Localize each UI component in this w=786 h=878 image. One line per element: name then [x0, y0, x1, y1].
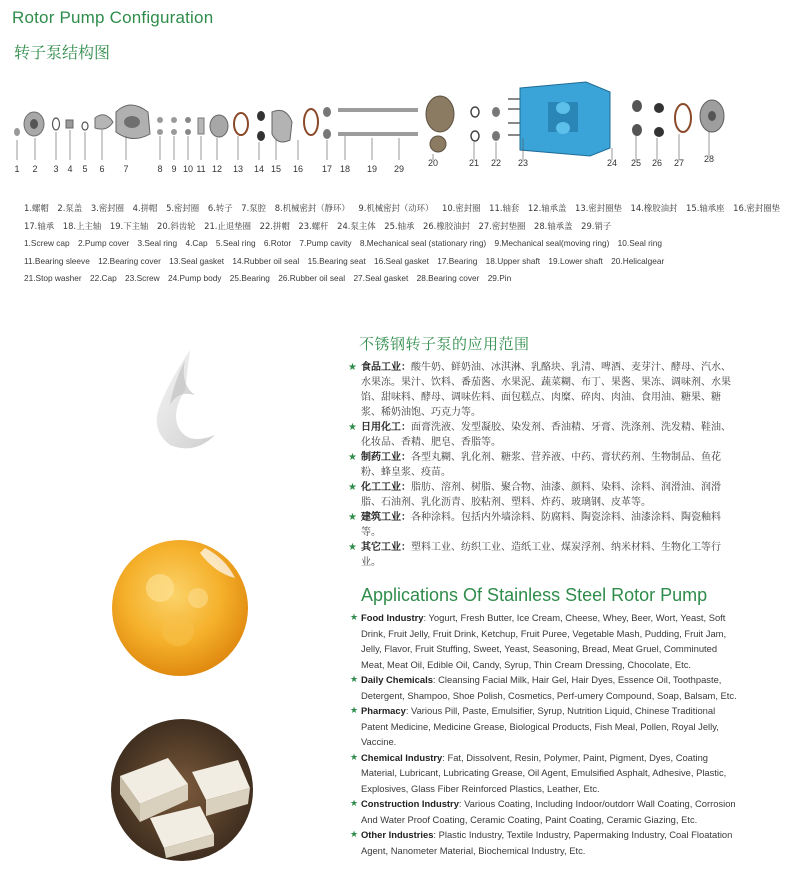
cn-app-label: 建筑工业： [361, 512, 411, 523]
part-number: 7 [123, 164, 129, 174]
part-number: 24 [606, 158, 618, 168]
en-app-label: Other Industries [361, 829, 434, 840]
legend-entry: 2.Pump cover [77, 238, 130, 248]
cn-applications-title: 不锈钢转子泵的应用范围 [359, 335, 530, 353]
legend-row-en-1 [24, 235, 740, 253]
cn-app-text: 酸牛奶、鲜奶油、冰淇淋、乳酪块、乳清、啤酒、麦芽汁、酵母、汽水、水果冻。果汁、饮料、番茄酱、水果泥、蔬菜糊、布丁、果酱、果冻、调味剂、水果馅、甜味料、酵母、调味佐料、面包糕点、肉糜、碎肉、肉油、食用油、糖果、糖浆、稀奶油饱、巧克力等。 [361, 362, 731, 418]
part-number: 26 [651, 158, 663, 168]
legend-entry: 24.Pump body [167, 273, 222, 283]
legend-entry: 7.Pump cavity [299, 238, 352, 248]
cn-app-text: 各种涂料。包括内外墙涂料、防腐料、陶瓷涂料、油漆涂料、陶瓷釉料等。 [361, 512, 721, 538]
legend-entry: 4.Cap [185, 238, 208, 248]
legend-entry: 26.Rubber oil seal [278, 273, 346, 283]
en-app-label: Pharmacy [361, 705, 406, 716]
cn-app-item [347, 420, 739, 450]
legend-entry: 7.泵腔 [241, 203, 267, 213]
legend-entry: 18.上主轴 [62, 220, 102, 231]
cn-app-text: 各型丸糊、乳化剂、糖浆、营养液、中药、膏状药剂、生物制品、鱼花粉、蜂皇浆、疫苗。 [361, 452, 721, 478]
star-icon: ★ [348, 362, 357, 373]
cn-app-label: 日用化工： [361, 422, 411, 433]
legend-entry: 27.Seal gasket [353, 273, 409, 283]
legend-entry: 17.Bearing [437, 255, 478, 266]
legend-entry: 29.Pin [487, 273, 512, 283]
en-app-label: Daily Chemicals [361, 674, 433, 685]
star-icon: ★ [348, 422, 357, 433]
en-app-text: : Yogurt, Fresh Butter, Ice Cream, Cheese, Whey, Beer, Wort, Yeast, Soft Drink, Fruit Jelly, Fruit Drink, Ketchup, Fruit Puree, Vegetable Mash, Pudding, Fruit Jam, Jelly, Flavor, Fruit Stuffing, Sweet, Yeast, Seasoning, Bread, Meat Gruel, Comminuted Meat, Meat Oil, Edible Oil, Candy, Syrup, Thin Cream Dressing, Chocolate, Etc. [361, 612, 727, 670]
part-number: 14 [253, 164, 265, 174]
en-app-text: : Various Pill, Paste, Emulsifier, Syrup, Nutrition Liquid, Chinese Traditional Patent Medicine, Medicine Grease, Biological Products, Fish Meal, Pollen, Royal Jelly, Vaccine. [361, 705, 719, 747]
star-icon: ★ [350, 798, 359, 808]
legend-entry: 3.密封圈 [90, 203, 124, 213]
cn-app-text: 面膏洗液、发型凝胶、染发剂、香油精、牙膏、洗涤剂、洗发精、鞋油、化妆品、香精、肥皂、香脂等。 [361, 422, 731, 448]
en-app-text: : Cleansing Facial Milk, Hair Gel, Hair Dyes, Essence Oil, Toothpaste, Detergent, Shampoo, Shoe Polish, Cosmetics, Perf-umery Compound, Soap, Balsam, Etc. [361, 674, 737, 701]
star-icon: ★ [350, 612, 359, 622]
part-number: 6 [99, 164, 105, 174]
legend-entry: 25.Bearing [229, 273, 270, 283]
cn-applications [347, 333, 739, 570]
part-number: 29 [393, 164, 405, 174]
en-app-item [347, 827, 739, 858]
legend-entry: 19.下主轴 [109, 220, 149, 231]
part-number: 23 [517, 158, 529, 168]
part-number: 4 [67, 164, 73, 174]
legend-entry: 2.泵盖 [57, 203, 83, 213]
en-app-item [347, 610, 739, 672]
legend-entry: 13.Seal gasket [169, 255, 225, 266]
en-app-text: : Fat, Dissolvent, Resin, Polymer, Paint, Pigment, Dyes, Coating Material, Lubricant, Lubricating Grease, Oil Agent, Emulsified Asphalt, Adhesive, Plastic, Explosives, Glass Fiber Reinforced Plastics, Leather, Etc. [361, 751, 727, 794]
legend-entry: 6.Rotor [263, 238, 292, 248]
legend-entry: 22.拼帽 [259, 220, 290, 231]
legend-entry: 11.轴套 [489, 203, 520, 213]
cn-app-label: 食品工业： [361, 362, 411, 373]
legend-entry: 17.轴承 [24, 220, 55, 231]
part-number: 21 [468, 158, 480, 168]
cn-app-label: 制药工业： [361, 452, 411, 463]
legend-entry: 23.Screw [125, 273, 160, 283]
star-icon: ★ [350, 674, 359, 684]
legend-entry: 1.Screw cap [24, 238, 70, 248]
part-number: 8 [157, 164, 163, 174]
legend-entry: 10.Seal ring [617, 238, 662, 248]
cn-app-item [347, 510, 739, 540]
legend-entry: 26.橡胶油封 [423, 220, 470, 231]
legend-entry: 16.密封圈垫 [733, 203, 780, 213]
en-app-text: : Various Coating, Including Indoor/outdorr Wall Coating, Corrosion And Water Proof Coating, Ceramic Coating, Paint Coating, Ceramic Giazing, Etc. [361, 798, 736, 825]
cn-app-item [347, 450, 739, 480]
part-number: 20 [427, 158, 439, 168]
legend-entry: 9.Mechanical seal(moving ring) [494, 238, 610, 248]
legend-entry: 15.轴承座 [686, 203, 725, 213]
part-number: 2 [32, 164, 38, 174]
star-icon: ★ [348, 542, 357, 553]
en-app-label: Food Industry [361, 612, 424, 623]
legend-entry: 19.Lower shaft [548, 255, 603, 266]
legend-entry: 21.止退垫圈 [204, 220, 251, 231]
star-icon: ★ [348, 482, 357, 493]
cn-app-label: 化工工业： [361, 482, 411, 493]
legend-entry: 15.Bearing seat [307, 255, 366, 266]
legend-entry: 13.密封圈垫 [575, 203, 622, 213]
legend-entry: 6.转子 [207, 203, 233, 213]
legend-entry: 12.Bearing cover [98, 255, 161, 266]
cn-app-text: 脂肪、溶剂、树脂、聚合物、油漆、颜料、染料、涂料、润滑油、润滑脂、石油剂、乳化沥青、胶粘剂、塑料、炸药、玻璃钢、皮革等。 [361, 482, 721, 508]
legend-entry: 27.密封垫圈 [478, 220, 526, 231]
en-app-text: : Plastic Industry, Textile Industry, Papermaking Industry, Coal Floatation Agent, Nanometer Material, Biochemical Industry, Etc. [361, 829, 733, 856]
legend-entry: 5.密封圈 [166, 203, 200, 213]
part-number: 10 [182, 164, 194, 174]
legend-row-cn-1 [24, 200, 780, 218]
legend-entry: 21.Stop washer [24, 273, 82, 283]
part-number: 1 [14, 164, 20, 174]
part-number: 3 [53, 164, 59, 174]
en-app-item [347, 796, 739, 827]
cn-app-item [347, 360, 739, 420]
star-icon: ★ [350, 751, 359, 762]
part-number: 27 [673, 158, 685, 168]
part-number: 25 [630, 158, 642, 168]
en-applications-title: Applications Of Stainless Steel Rotor Pump [361, 585, 708, 605]
en-app-item [347, 672, 739, 703]
part-number: 19 [366, 164, 378, 174]
title-cn: 转子泵结构图 [14, 43, 111, 62]
part-number: 22 [490, 158, 502, 168]
en-applications [347, 585, 739, 858]
part-number: 17 [321, 164, 333, 174]
legend-entry: 24.泵主体 [337, 220, 376, 231]
cn-app-label: 其它工业： [361, 542, 411, 553]
legend-entry: 23.螺杆 [298, 220, 329, 231]
orange-puree-image [110, 538, 250, 678]
legend-entry: 18.Upper shaft [485, 255, 541, 266]
milk-tofu-image [110, 718, 255, 863]
legend-entry: 9.机械密封（动环） [358, 203, 434, 213]
legend-row-en-3 [24, 270, 740, 288]
part-illustrations [14, 82, 724, 156]
star-icon: ★ [350, 829, 359, 839]
exploded-parts-diagram [0, 78, 745, 198]
legend-entry: 20.斜齿轮 [157, 220, 196, 231]
legend-entry: 12.轴承盖 [527, 203, 567, 213]
legend-entry: 5.Seal ring [215, 238, 256, 248]
legend-entry: 16.Seal gasket [374, 255, 429, 266]
cn-app-item [347, 480, 739, 510]
legend-entry: 22.Cap [89, 273, 117, 283]
part-number: 16 [292, 164, 304, 174]
legend-entry: 29.销子 [581, 220, 612, 231]
star-icon: ★ [350, 705, 359, 715]
legend-entry: 28.轴承盖 [534, 220, 573, 231]
part-number: 5 [82, 164, 88, 174]
star-icon: ★ [348, 452, 357, 463]
part-number: 15 [270, 164, 282, 174]
legend-entry: 28.Bearing cover [416, 273, 480, 283]
legend-entry: 14.Rubber oil seal [232, 255, 300, 266]
en-app-item [347, 750, 739, 797]
legend-entry: 10.密封圈 [442, 203, 481, 213]
legend-row-cn-2 [24, 218, 740, 236]
legend-row-en-2 [24, 253, 740, 271]
part-number: 28 [703, 154, 715, 164]
legend-entry: 4.拼帽 [132, 203, 158, 213]
legend-entry: 20.Helicalgear [611, 255, 665, 266]
title-en: Rotor Pump Configuration [12, 8, 214, 27]
legend-entry: 14.橡胶油封 [630, 203, 678, 213]
part-number: 11 [196, 164, 206, 174]
star-icon: ★ [348, 512, 357, 523]
part-number: 13 [232, 164, 244, 174]
cn-app-item [347, 540, 739, 570]
en-app-label: Chemical Industry [361, 751, 443, 763]
part-number: 9 [171, 164, 177, 174]
legend-entry: 1.螺帽 [24, 203, 49, 213]
legend-entry: 3.Seal ring [137, 238, 178, 248]
part-number: 12 [211, 164, 223, 174]
milk-splash-image [130, 345, 240, 470]
legend-entry: 25.轴承 [384, 220, 415, 231]
legend-entry: 8.机械密封（静环） [274, 203, 350, 213]
legend-entry: 11.Bearing sleeve [24, 255, 90, 266]
en-app-item [347, 703, 739, 750]
legend-entry: 8.Mechanical seal (stationary ring) [359, 238, 487, 248]
cn-app-text: 塑料工业、纺织工业、造纸工业、煤炭浮剂、纳米材料、生物化工等行业。 [361, 542, 721, 568]
en-app-label: Construction Industry [361, 798, 459, 809]
part-number: 18 [339, 164, 351, 174]
parts-legend [24, 200, 780, 288]
